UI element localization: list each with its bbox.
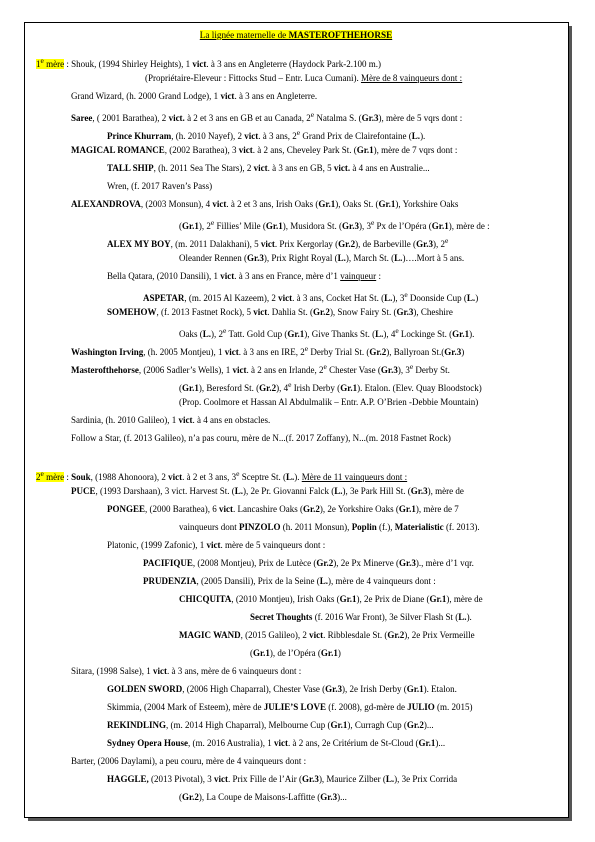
page-shadow-right [569,26,572,821]
document-title [178,29,414,41]
pedigree-line: TALL SHIP, (h. 2011 Sea The Stars), 2 vict. à 3 ans en GB, 5 vict. à 4 ans en Australie... [107,163,430,173]
pedigree-line: Secret Thoughts (f. 2016 War Front), 3e Silver Flash St (L.). [250,612,472,622]
pedigree-line: Skimmia, (2004 Mark of Esteem), mère de JULIE’S LOVE (f. 2008), gd-mère de JULIO (m. 2015) [107,702,473,712]
pedigree-line: (Prop. Coolmore et Hassan Al Abdulmalik – Entr. A.P. O’Brien -Debbie Mountain) [179,397,479,407]
pedigree-line: ASPETAR, (m. 2015 Al Kazeem), 2 vict. à 3 ans, Cocket Hat St. (L.), 3e Doonside Cup (L.) [143,290,479,303]
pedigree-line: PACIFIQUE, (2008 Montjeu), Prix de Lutèce (Gr.2), 2e Px Minerve (Gr.3)., mère d’1 vqr. [143,558,474,568]
pedigree-line: Oleander Rennen (Gr.3), Prix Right Royal (L.), March St. (L.)….Mort à 5 ans. [179,253,465,263]
pedigree-line: PONGEE, (2000 Barathea), 6 vict. Lancashire Oaks (Gr.2), 2e Yorkshire Oaks (Gr.1), mère de 7 [107,504,459,514]
pedigree-line: Wren, (f. 2017 Raven’s Pass) [107,181,213,191]
pedigree-line: HAGGLE, (2013 Pivotal), 3 vict. Prix Fille de l’Air (Gr.3), Maurice Zilber (L.), 3e Prix Corrida [107,774,458,784]
pedigree-line: 1e mère : Shouk, (1994 Shirley Heights), 1 vict. à 3 ans en Angleterre (Haydock Park-2.100 m.) [36,56,382,69]
pedigree-line: MAGICAL ROMANCE, (2002 Barathea), 3 vict. à 2 ans, Cheveley Park St. (Gr.1), mère de 7 vqrs dont : [71,145,458,155]
pedigree-line: vainqueurs dont PINZOLO (h. 2011 Monsun), Poplin (f.), Materialistic (f. 2013). [179,522,480,532]
pedigree-line: (Propriétaire-Eleveur : Fittocks Stud – Entr. Luca Cumani). Mère de 8 vainqueurs dont : [145,73,463,83]
pedigree-line: 2e mère : Souk, (1988 Ahonoora), 2 vict. à 2 et 3 ans, 3e Sceptre St. (L.). Mère de 11 vainqueurs dont : [36,469,408,482]
pedigree-line: Saree, ( 2001 Barathea), 2 vict. à 2 et 3 ans en GB et au Canada, 2e Natalma S. (Gr.3), mère de 5 vqrs dont : [71,110,463,123]
page-shadow-bottom [28,818,572,821]
pedigree-line: Sitara, (1998 Salse), 1 vict. à 3 ans, mère de 6 vainqueurs dont : [71,666,302,676]
pedigree-line: GOLDEN SWORD, (2006 High Chaparral), Chester Vase (Gr.3), 2e Irish Derby (Gr.1). Etalon. [107,684,457,694]
title-prefix: La lignée maternelle de [199,30,289,40]
pedigree-line: Bella Qatara, (2010 Dansili), 1 vict. à 3 ans en France, mère d’1 vainqueur : [107,271,381,281]
pedigree-line: ALEX MY BOY, (m. 2011 Dalakhani), 5 vict. Prix Kergorlay (Gr.2), de Barbeville (Gr.3), 2e [107,236,449,249]
pedigree-line: PUCE, (1993 Darshaan), 3 vict. Harvest St. (L.), 2e Pr. Giovanni Falck (L.), 3e Park Hill St. (Gr.3), mère de [71,486,464,496]
pedigree-line: Masterofthehorse, (2006 Sadler’s Wells), 1 vict. à 2 ans en Irlande, 2e Chester Vase (Gr.3), 3e Derby St. [71,362,450,375]
pedigree-line: SOMEHOW, (f. 2013 Fastnet Rock), 5 vict. Dahlia St. (Gr.2), Snow Fairy St. (Gr.3), Cheshire [107,307,453,317]
pedigree-line: (Gr.1), de l’Opéra (Gr.1) [250,648,341,658]
pedigree-line: MAGIC WAND, (2015 Galileo), 2 vict. Ribblesdale St. (Gr.2), 2e Prix Vermeille [179,630,475,640]
pedigree-line: Prince Khurram, (h. 2010 Nayef), 2 vict. à 3 ans, 2e Grand Prix de Clairefontaine (L.). [107,128,426,141]
pedigree-line: Barter, (2006 Daylami), a peu couru, mère de 4 vainqueurs dont : [71,756,307,766]
pedigree-line: (Gr.1), 2e Fillies’ Mile (Gr.1), Musidora St. (Gr.3), 3e Px de l’Opéra (Gr.1), mère de : [179,218,490,231]
pedigree-line: Sydney Opera House, (m. 2016 Australia), 1 vict. à 2 ans, 2e Critérium de St-Cloud (Gr.1)... [107,738,446,748]
pedigree-line: Follow a Star, (f. 2013 Galileo), n’a pas couru, mère de N...(f. 2017 Zoffany), N...(m. 2018 Fastnet Rock) [71,433,451,443]
pedigree-line: Oaks (L.), 2e Tatt. Gold Cup (Gr.1), Give Thanks St. (L.), 4e Lockinge St. (Gr.1). [179,326,475,339]
pedigree-line: (Gr.2), La Coupe de Maisons-Laffitte (Gr.3)... [179,792,347,802]
pedigree-line: CHICQUITA, (2010 Montjeu), Irish Oaks (Gr.1), 2e Prix de Diane (Gr.1), mère de [179,594,483,604]
pedigree-line: (Gr.1), Beresford St. (Gr.2), 4e Irish Derby (Gr.1). Etalon. (Elev. Quay Bloodstock) [179,380,482,393]
pedigree-line: REKINDLING, (m. 2014 High Chaparral), Melbourne Cup (Gr.1), Curragh Cup (Gr.2)... [107,720,434,730]
pedigree-line: Sardinia, (h. 2010 Galileo), 1 vict. à 4 ans en obstacles. [71,415,271,425]
pedigree-line: Platonic, (1999 Zafonic), 1 vict. mère de 5 vainqueurs dont : [107,540,326,550]
pedigree-line: PRUDENZIA, (2005 Dansili), Prix de la Seine (L.), mère de 4 vainqueurs dont : [143,576,436,586]
pedigree-line: Grand Wizard, (h. 2000 Grand Lodge), 1 vict. à 3 ans en Angleterre. [71,91,318,101]
pedigree-line: ALEXANDROVA, (2003 Monsun), 4 vict. à 2 et 3 ans, Irish Oaks (Gr.1), Oaks St. (Gr.1), Yorkshire Oaks [71,199,459,209]
pedigree-line: Washington Irving, (h. 2005 Montjeu), 1 vict. à 3 ans en IRE, 2e Derby Trial St. (Gr.2), Ballyroan St.(Gr.3) [71,344,465,357]
title-horse: MASTEROFTHEHORSE [288,30,393,40]
